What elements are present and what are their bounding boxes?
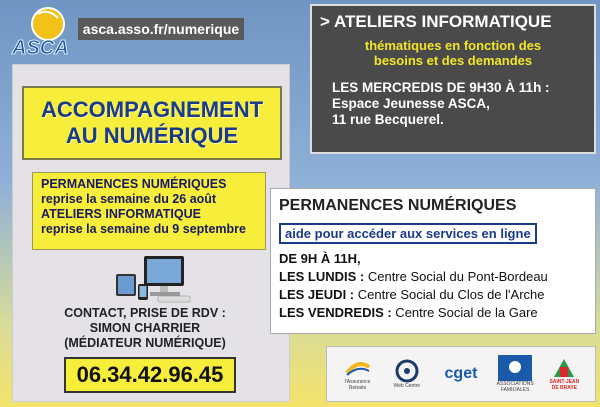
phone-number[interactable]: 06.34.42.96.45 xyxy=(64,357,236,393)
schedule-day: LES LUNDIS : xyxy=(279,269,365,284)
ateliers-info xyxy=(320,80,586,128)
schedule-row xyxy=(279,286,595,304)
schedule-row xyxy=(279,268,595,286)
schedule-day: LES JEUDI : xyxy=(279,287,355,302)
web-centre-logo xyxy=(388,354,426,394)
schedule-row xyxy=(279,304,595,322)
partner-name: l'Assurance Retraite xyxy=(344,379,371,391)
ateliers-info-line: 11 rue Becquerel. xyxy=(332,112,444,127)
accompagnement-line: ACCOMPAGNEMENT xyxy=(40,97,264,122)
accompagnement-line: AU NUMÉRIQUE xyxy=(65,123,239,148)
contact-line: SIMON CHARRIER xyxy=(89,321,201,335)
website-url[interactable]: asca.asso.fr/numerique xyxy=(78,18,244,40)
aide-label: aide pour accéder aux services en ligne xyxy=(279,223,537,244)
ateliers-info-line: LES MERCREDIS DE 9H30 À 11h : xyxy=(332,80,550,95)
contact-info xyxy=(40,306,250,351)
schedule-place: Centre Social de la Gare xyxy=(391,305,538,320)
associations-familiales-logo xyxy=(496,354,534,394)
partner-name: cget xyxy=(444,365,478,382)
accompagnement-banner xyxy=(22,86,282,160)
contact-line: CONTACT, PRISE DE RDV : xyxy=(64,306,226,320)
saint-jean-de-braye-logo xyxy=(545,354,583,394)
ateliers-title: > ATELIERS INFORMATIQUE xyxy=(320,12,552,31)
permanences-title: PERMANENCES NUMÉRIQUES xyxy=(279,197,517,214)
schedule-place: Centre Social du Pont-Bordeau xyxy=(364,269,548,284)
partner-logos xyxy=(326,346,596,402)
ateliers-subtitle-line: thématiques en fonction des xyxy=(364,38,542,53)
logo-text: ASCA xyxy=(12,37,69,59)
reprise-atel-title: ATELIERS INFORMATIQUE xyxy=(41,207,201,221)
reprise-atel-date: reprise la semaine du 9 septembre xyxy=(41,222,246,236)
cget-logo xyxy=(437,354,485,394)
ateliers-subtitle xyxy=(320,38,586,68)
ateliers-box xyxy=(310,4,596,154)
asca-logo xyxy=(8,4,70,60)
assurance-retraite-logo xyxy=(339,354,377,394)
permanences-box xyxy=(270,188,596,334)
reprise-perm-title: PERMANENCES NUMÉRIQUES xyxy=(41,177,227,191)
schedule-day: LES VENDREDIS : xyxy=(279,305,392,320)
computer-devices-icon xyxy=(114,254,196,304)
reprise-perm-date: reprise la semaine du 26 août xyxy=(41,192,217,206)
contact-line: (MÉDIATEUR NUMÉRIQUE) xyxy=(64,336,226,350)
ateliers-subtitle-line: besoins et des demandes xyxy=(373,53,533,68)
schedule-place: Centre Social du Clos de l'Arche xyxy=(354,287,545,302)
partner-name: SAINT-JEAN DE BRAYE xyxy=(549,379,580,391)
hours-label: DE 9H À 11H, xyxy=(279,251,361,266)
partner-name: Web Centre xyxy=(393,383,421,389)
permanences-schedule xyxy=(279,250,595,322)
reprise-box xyxy=(32,172,266,250)
partner-name: ASSOCIATIONS FAMILIALES xyxy=(496,381,534,393)
ateliers-info-line: Espace Jeunesse ASCA, xyxy=(332,96,490,111)
